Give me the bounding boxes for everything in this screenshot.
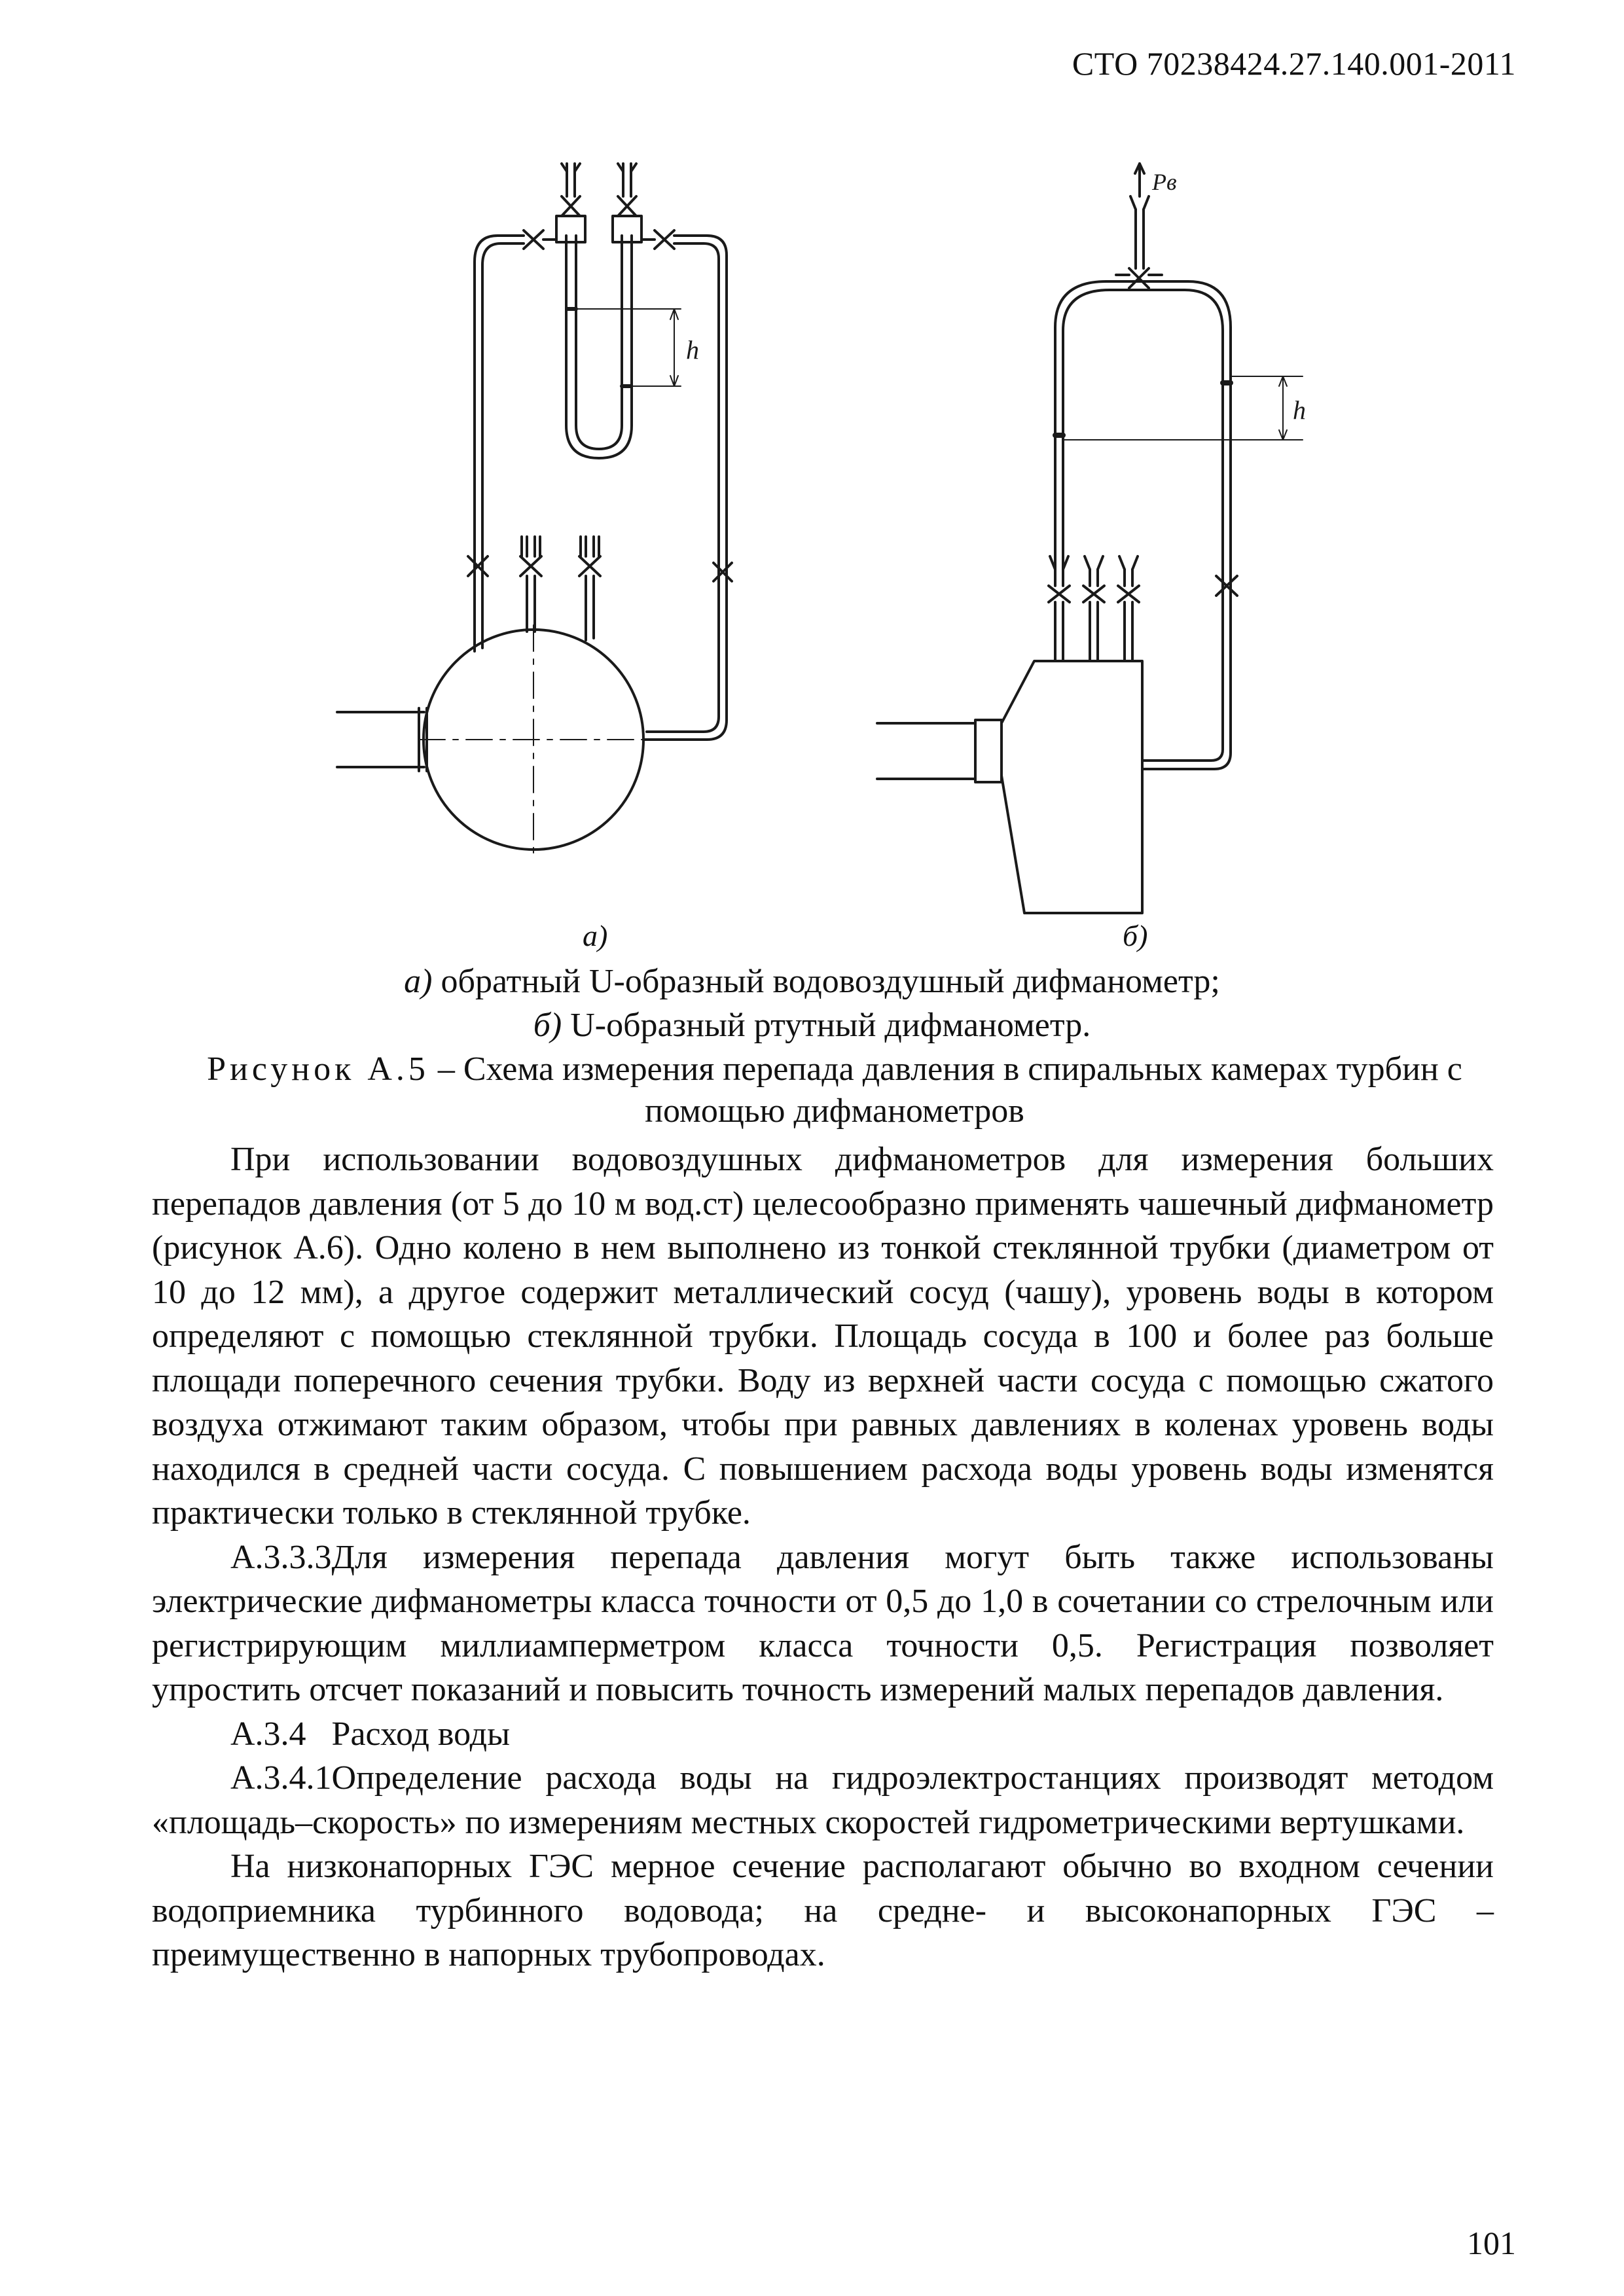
caption-a-text: обратный U-образный водовоздушный дифманометр;	[432, 963, 1220, 1000]
left-tube-valve	[468, 556, 488, 576]
figure-title	[164, 1049, 1506, 1132]
figure-title-lead: Рисунок А.5	[207, 1050, 429, 1088]
manometer-diagram	[0, 0, 1624, 929]
u-tube-top-valve-left	[556, 164, 585, 242]
body-text	[152, 1138, 1494, 1977]
impulse-tube-b3	[1118, 556, 1139, 661]
side-valve-right	[641, 230, 674, 249]
inlet-flange-b	[975, 720, 1001, 782]
impulse-tube-b1	[1049, 556, 1070, 661]
diagram-a	[337, 164, 732, 854]
paragraph-3: А.3.4.1Определение расхода воды на гидроэлектростанциях производят методом «площадь–скорость» по измерениям местных скоростей гидрометрическими вертушками.	[152, 1759, 1494, 1841]
u-tube	[566, 236, 632, 458]
impulse-tube-a2	[520, 537, 541, 632]
caption-b-text: U-образный ртутный дифманометр.	[562, 1007, 1091, 1044]
caption-line-b	[0, 1005, 1624, 1047]
right-tube-valve	[713, 563, 732, 581]
left-connecting-tube	[475, 236, 524, 527]
impulse-tube-a1	[475, 527, 482, 651]
caption-a-prefix: а)	[404, 963, 433, 1000]
impulse-tube-a3	[579, 537, 600, 640]
figure-a5	[0, 0, 1624, 929]
section-heading-a-3-4: А.3.4 Расход воды	[230, 1715, 511, 1753]
right-connecting-tube	[645, 236, 727, 740]
caption-line-a	[0, 961, 1624, 1003]
figure-title-text: – Схема измерения перепада давления в спиральных камерах турбин с помощью дифманометров	[429, 1050, 1462, 1130]
box-casing	[1001, 661, 1142, 913]
u-tube-top-valve-right	[613, 164, 641, 242]
h-label-a: h	[686, 335, 699, 365]
diagram-b	[877, 164, 1306, 913]
document-code: СТО 70238424.27.140.001-2011	[1072, 45, 1516, 82]
side-valve-left	[524, 230, 556, 249]
subfigure-label-b: б)	[1123, 919, 1148, 952]
impulse-tube-b2	[1083, 556, 1104, 661]
paragraph-4: На низконапорных ГЭС мерное сечение располагают обычно во входном сечении водоприемника турбинного водовода; на средне- и высоконапорных ГЭС – преимущественно в напорных трубопроводах.	[152, 1848, 1494, 1973]
right-leg-valve-b	[1216, 576, 1237, 596]
h-label-b: h	[1293, 395, 1306, 425]
paragraph-1: При использовании водовоздушных дифманометров для измерения больших перепадов давления (от 5 до 10 м вод.ст) целесообразно применять чашечный дифманометр (рисунок А.6). Одно колено в нем выполнено из тонкой стеклянной трубки (диаметром от 10 до 12 мм), а другое содержит металлический сосуд (чашу), уровень воды в котором определяют с помощью стеклянной трубки. Площадь сосуда в 100 и более раз больше площади поперечного сечения трубки. Воду из верхней части сосуда с помощью сжатого воздуха отжимают таким образом, чтобы при равных давлениях в коленах уровень воды находился в средней части сосуда. С повышением расхода воды уровень воды изменятся практически только в стеклянной трубке.	[152, 1141, 1494, 1532]
subfigure-label-a: а)	[583, 919, 608, 952]
caption-b-prefix: б)	[533, 1007, 562, 1044]
pb-label: Pв	[1152, 169, 1177, 195]
paragraph-2: А.3.3.3Для измерения перепада давления могут быть также использованы электрические дифманометры класса точности от 0,5 до 1,0 в сочетании со стрелочным или регистрирующим миллиамперметром класса точности 0,5. Регистрация позволяет упростить отсчет показаний и повысить точность измерений малых перепадов давления.	[152, 1538, 1494, 1708]
page-number: 101	[1467, 2225, 1516, 2261]
